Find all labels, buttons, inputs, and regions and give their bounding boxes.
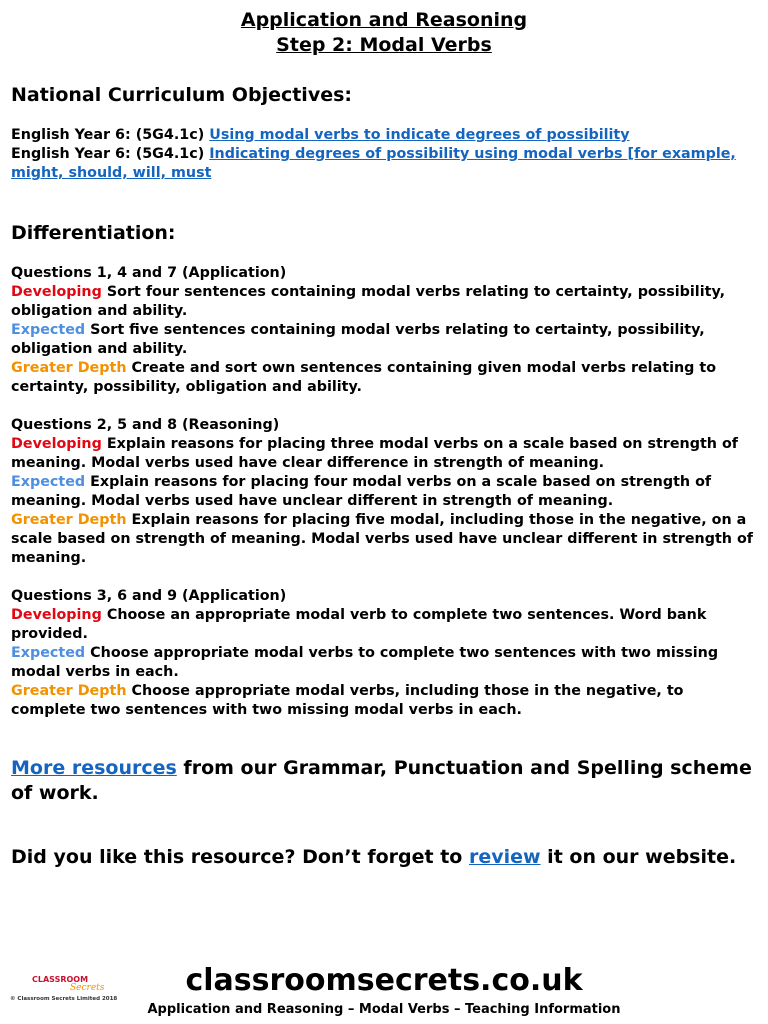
- greater-depth-item: [11, 682, 761, 720]
- greater-depth-label: Greater Depth: [11, 360, 127, 376]
- greater-depth-text: Create and sort own sentences containing given modal verbs relating to certainty, possibility, obligation and ability.: [11, 360, 717, 395]
- developing-label: Developing: [11, 436, 102, 452]
- group-title: Questions 1, 4 and 7 (Application): [11, 265, 287, 281]
- greater-depth-item: [11, 359, 761, 397]
- greater-depth-text: Explain reasons for placing five modal, including those in the negative, on a scale based on strength of meaning. Modal verbs used have unclear different in strength of meaning.: [11, 512, 753, 566]
- developing-label: Developing: [11, 284, 102, 300]
- objective-link-2[interactable]: Indicating degrees of possibility using modal verbs [for example, might, should, will, must: [11, 146, 736, 181]
- title-line-1: Application and Reasoning: [240, 9, 528, 31]
- objective-item-2: [11, 145, 761, 183]
- greater-depth-text: Choose appropriate modal verbs, including those in the negative, to complete two sentences with two missing modal verbs in each.: [11, 683, 684, 718]
- expected-text: Choose appropriate modal verbs to complete two sentences with two missing modal verbs in each.: [11, 645, 719, 680]
- review-link[interactable]: review: [468, 846, 541, 868]
- review-text-before: Did you like this resource? Don’t forget to: [11, 846, 469, 868]
- differentiation-heading: Differentiation:: [11, 222, 176, 244]
- objective-item-1: [11, 126, 761, 145]
- greater-depth-label: Greater Depth: [11, 683, 127, 699]
- objectives-heading: National Curriculum Objectives:: [11, 84, 352, 106]
- title-block: [0, 8, 768, 58]
- objective-prefix: English Year 6: (5G4.1c): [11, 127, 210, 143]
- footer-site-url[interactable]: classroomsecrets.co.uk: [185, 963, 583, 998]
- review-paragraph: [11, 845, 761, 870]
- expected-label: Expected: [11, 322, 86, 338]
- expected-item: [11, 644, 761, 682]
- question-group-2: [11, 416, 761, 568]
- expected-item: [11, 473, 761, 511]
- expected-text: Sort five sentences containing modal verbs relating to certainty, possibility, obligation and ability.: [11, 322, 705, 357]
- more-resources-text: from our Grammar, Punctuation and Spelling scheme of work.: [11, 757, 752, 804]
- objective-prefix: English Year 6: (5G4.1c): [11, 146, 210, 162]
- title-line-2: Step 2: Modal Verbs: [276, 34, 492, 56]
- logo-script: Secrets: [70, 983, 105, 992]
- greater-depth-label: Greater Depth: [11, 512, 127, 528]
- more-resources-link[interactable]: More resources: [11, 757, 177, 779]
- copyright-text: © Classroom Secrets Limited 2018: [10, 996, 118, 1002]
- differentiation-list: [11, 264, 761, 739]
- group-title: Questions 2, 5 and 8 (Reasoning): [11, 417, 280, 433]
- expected-label: Expected: [11, 474, 86, 490]
- expected-label: Expected: [11, 645, 86, 661]
- developing-label: Developing: [11, 607, 102, 623]
- developing-text: Sort four sentences containing modal verbs relating to certainty, possibility, obligation and ability.: [11, 284, 726, 319]
- objective-link-1[interactable]: Using modal verbs to indicate degrees of possibility: [209, 127, 630, 143]
- greater-depth-item: [11, 511, 761, 568]
- developing-item: [11, 606, 761, 644]
- group-title: Questions 3, 6 and 9 (Application): [11, 588, 287, 604]
- logo-word: CLASSROOM: [32, 975, 89, 984]
- review-text-after: it on our website.: [540, 846, 737, 868]
- developing-text: Explain reasons for placing three modal verbs on a scale based on strength of meaning. Modal verbs used have clear difference in strength of meaning.: [11, 436, 738, 471]
- expected-text: Explain reasons for placing four modal verbs on a scale based on strength of meaning. Modal verbs used have unclear different in strength of meaning.: [11, 474, 712, 509]
- developing-item: [11, 283, 761, 321]
- objectives-list: [11, 126, 761, 183]
- question-group-3: [11, 587, 761, 720]
- developing-item: [11, 435, 761, 473]
- more-resources-paragraph: [11, 756, 761, 806]
- expected-item: [11, 321, 761, 359]
- developing-text: Choose an appropriate modal verb to complete two sentences. Word bank provided.: [11, 607, 707, 642]
- footer-info: Application and Reasoning – Modal Verbs – Teaching Information: [147, 1002, 621, 1017]
- question-group-1: [11, 264, 761, 397]
